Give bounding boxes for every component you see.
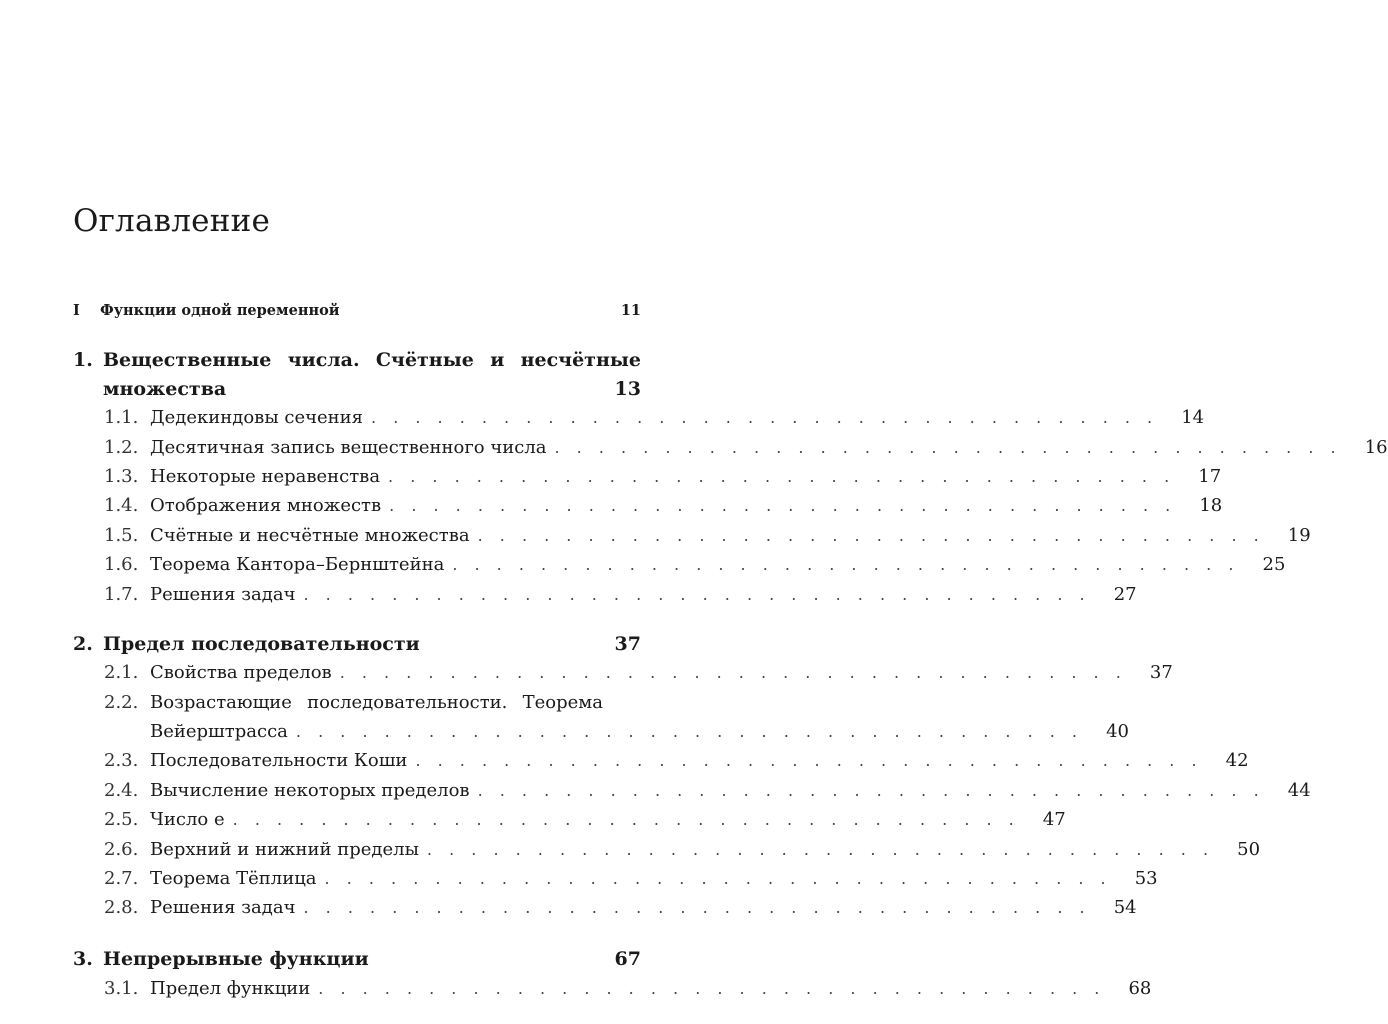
chapter-page-number: 37: [614, 632, 641, 655]
section-number: 1.1.: [104, 407, 139, 429]
section-title: Теорема Кантора–Бернштейна: [150, 554, 445, 576]
section-page-number: 18: [1199, 495, 1223, 517]
section-page-number: 25: [1262, 554, 1286, 576]
chapter-1-entry[interactable]: [73, 345, 641, 403]
toc-section-entry[interactable]: [104, 521, 1311, 550]
chapter-2-sections: [104, 658, 1311, 923]
section-number: 2.4.: [104, 779, 139, 801]
section-page-number: 42: [1225, 750, 1249, 772]
section-number: 3.1.: [104, 978, 139, 1000]
section-title: Некоторые неравенства: [150, 465, 381, 487]
chapter-1-sections: [104, 403, 1388, 609]
section-title-line-1: [150, 692, 603, 713]
section-number: 1.4.: [104, 495, 139, 517]
chapter-2-entry[interactable]: [73, 629, 641, 658]
section-page-number: 27: [1113, 583, 1137, 605]
section-number: 1.3.: [104, 465, 139, 487]
dot-leader: . . . . . . . . . . . . . . . . . . . . . . . . . . . . . . . . . . . .: [388, 466, 1176, 486]
dot-leader: . . . . . . . . . . . . . . . . . . . . . . . . . . . . . . . . . . . .: [303, 584, 1091, 604]
toc-section-entry[interactable]: [104, 687, 641, 716]
section-number: 2.8.: [104, 897, 139, 919]
chapter-number: 1.: [73, 348, 93, 371]
part-number: I: [73, 301, 80, 319]
section-number: 2.2.: [104, 691, 139, 713]
section-number: 2.1.: [104, 662, 139, 684]
section-page-number: 16: [1364, 436, 1388, 458]
dot-leader: . . . . . . . . . . . . . . . . . . . . . . . . . . . . . . . . . . . .: [477, 780, 1265, 800]
section-title: Решения задач: [150, 583, 296, 605]
toc-section-entry[interactable]: [104, 893, 1137, 922]
dot-leader: . . . . . . . . . . . . . . . . . . . . . . . . . . . . . . . . . . . .: [415, 751, 1203, 771]
dot-leader: . . . . . . . . . . . . . . . . . . . . . . . . . . . . . . . . . . . .: [554, 437, 1342, 457]
chapter-title-word: несчётные: [520, 348, 641, 371]
section-number: 2.3.: [104, 750, 139, 772]
section-page-number: 14: [1181, 407, 1205, 429]
section-page-number: 37: [1149, 662, 1173, 684]
toc-section-entry[interactable]: [104, 579, 1137, 608]
section-number: 1.5.: [104, 524, 139, 546]
dot-leader: . . . . . . . . . . . . . . . . . . . . . . . . . . . . . . . . . . . .: [232, 810, 1020, 830]
toc-section-entry-continuation[interactable]: [104, 717, 1130, 746]
chapter-title: Предел последовательности: [103, 632, 420, 655]
chapter-3-sections: [104, 974, 1152, 1003]
chapter-title-word: Счётные: [375, 348, 474, 371]
section-number: 2.5.: [104, 809, 139, 831]
part-page-number: 11: [620, 301, 641, 319]
section-title: Решения задач: [150, 897, 296, 919]
dot-leader: . . . . . . . . . . . . . . . . . . . . . . . . . . . . . . . . . . . .: [452, 555, 1240, 575]
chapter-3-entry[interactable]: [73, 944, 641, 973]
section-page-number: 54: [1113, 897, 1137, 919]
toc-section-entry[interactable]: [104, 746, 1249, 775]
toc-section-entry[interactable]: [104, 550, 1286, 579]
section-page-number: 44: [1287, 779, 1311, 801]
section-title: Отображения множеств: [150, 495, 382, 517]
toc-section-entry[interactable]: [104, 805, 1066, 834]
section-title: Предел функции: [150, 978, 311, 1000]
section-title: Теорема Тёплица: [150, 867, 317, 889]
section-title-line-2: Вейерштрасса: [150, 720, 288, 742]
section-title: Вычисление некоторых пределов: [150, 779, 470, 801]
section-title-word: последовательности.: [307, 691, 508, 713]
section-page-number: 50: [1237, 838, 1261, 860]
chapter-page-number: 13: [614, 377, 641, 400]
toc-section-entry[interactable]: [104, 403, 1205, 432]
section-page-number: 47: [1042, 809, 1066, 831]
chapter-title: Непрерывные функции: [103, 947, 369, 970]
part-title: Функции одной переменной: [100, 301, 340, 319]
section-number: 1.2.: [104, 436, 139, 458]
dot-leader: . . . . . . . . . . . . . . . . . . . . . . . . . . . . . . . . . . . .: [295, 721, 1084, 741]
section-page-number: 53: [1134, 867, 1158, 889]
section-number: 1.7.: [104, 583, 139, 605]
section-title: Счётные и несчётные множества: [150, 524, 470, 546]
dot-leader: . . . . . . . . . . . . . . . . . . . . . . . . . . . . . . . . . . . .: [477, 525, 1265, 545]
page-title: Оглавление: [73, 203, 270, 239]
toc-section-entry[interactable]: [104, 974, 1152, 1003]
section-page-number: 17: [1198, 465, 1222, 487]
toc-section-entry[interactable]: [104, 864, 1158, 893]
section-number: 2.7.: [104, 867, 139, 889]
chapter-title-line-2: множества: [103, 377, 227, 400]
dot-leader: . . . . . . . . . . . . . . . . . . . . . . . . . . . . . . . . . . . .: [426, 839, 1215, 859]
section-page-number: 40: [1106, 720, 1130, 742]
chapter-title-word: и: [490, 348, 505, 371]
toc-section-entry[interactable]: [104, 491, 1223, 520]
toc-section-entry[interactable]: [104, 432, 1388, 461]
dot-leader: . . . . . . . . . . . . . . . . . . . . . . . . . . . . . . . . . . . .: [371, 408, 1159, 428]
part-entry[interactable]: [73, 298, 641, 322]
toc-section-entry[interactable]: [104, 834, 1261, 863]
section-title: Последовательности Коши: [150, 750, 408, 772]
section-title-word: Возрастающие: [150, 691, 292, 713]
section-number: 2.6.: [104, 838, 139, 860]
dot-leader: . . . . . . . . . . . . . . . . . . . . . . . . . . . . . . . . . . . .: [389, 496, 1177, 516]
dot-leader: . . . . . . . . . . . . . . . . . . . . . . . . . . . . . . . . . . . .: [324, 868, 1112, 888]
chapter-title-line-1: [103, 349, 641, 371]
dot-leader: . . . . . . . . . . . . . . . . . . . . . . . . . . . . . . . . . . . .: [339, 663, 1127, 683]
chapter-number: 2.: [73, 632, 93, 655]
section-title-word: Теорема: [522, 691, 603, 713]
section-title: Дедекиндовы сечения: [150, 407, 364, 429]
section-title: Верхний и нижний пределы: [150, 838, 419, 860]
section-title: Число e: [150, 809, 225, 831]
section-number: 1.6.: [104, 554, 139, 576]
section-title: Десятичная запись вещественного числа: [150, 436, 547, 458]
dot-leader: . . . . . . . . . . . . . . . . . . . . . . . . . . . . . . . . . . . .: [303, 898, 1091, 918]
toc-section-entry[interactable]: [104, 462, 1222, 491]
chapter-number: 3.: [73, 947, 93, 970]
toc-section-entry[interactable]: [104, 776, 1311, 805]
section-page-number: 19: [1287, 524, 1311, 546]
toc-section-entry[interactable]: [104, 658, 1173, 687]
chapter-title-word: числа.: [287, 348, 360, 371]
chapter-page-number: 67: [614, 947, 641, 970]
section-title: Свойства пределов: [150, 662, 332, 684]
chapter-title-word: Вещественные: [103, 348, 272, 371]
section-page-number: 68: [1128, 978, 1152, 1000]
dot-leader: . . . . . . . . . . . . . . . . . . . . . . . . . . . . . . . . . . . .: [318, 979, 1106, 999]
